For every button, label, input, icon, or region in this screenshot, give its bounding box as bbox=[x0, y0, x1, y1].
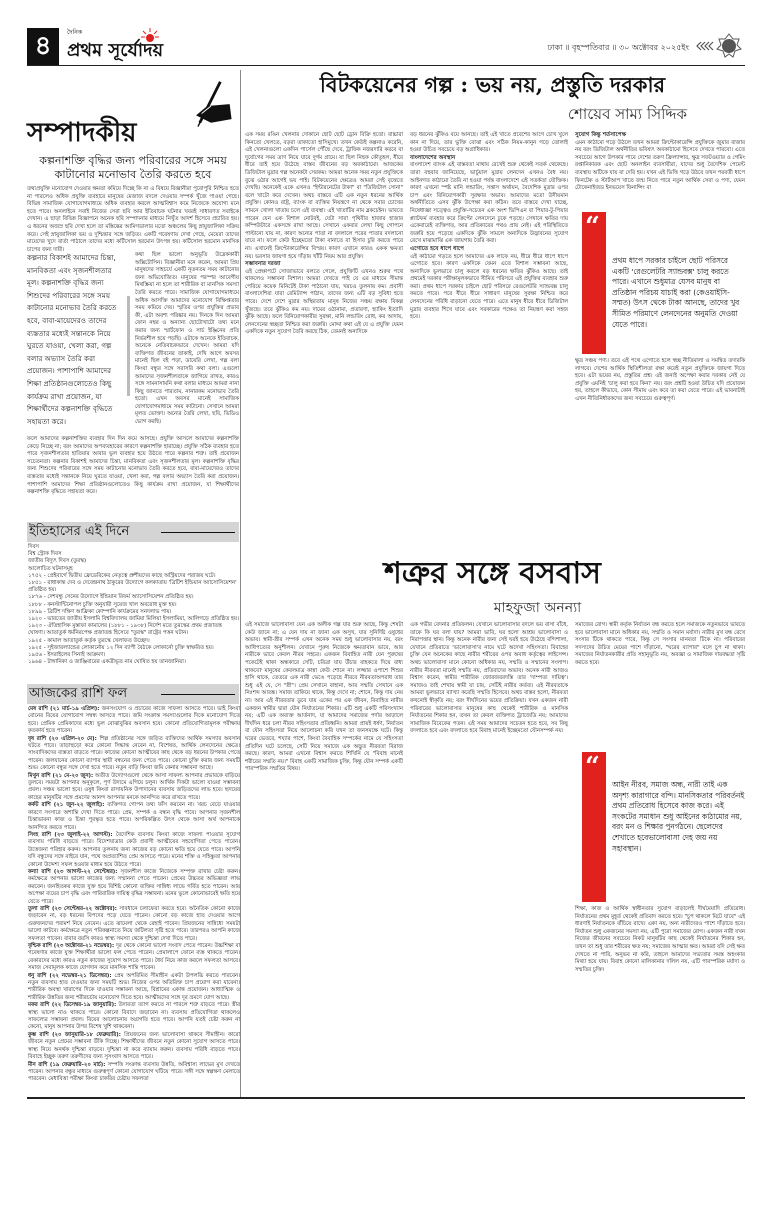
rashi-sign: মিথুন রাশি (২১ মে-২০ জুন): bbox=[28, 772, 94, 779]
rashi-item bbox=[28, 773, 240, 803]
article-2-column-1: এই সমাজে ভালোবাসা যেন এক অলীক গল্প যার শুরু আছে, কিন্তু শেষটা কেউ জানে না; এ যেন দায় না জানা এক অসুখ, যার সুনির্দিষ্ট ওষুধের অভাব। স্বামী-স্ত্রীর সম্পর্ক এখন অনেক সময় শুধু ভালোবাসার নয়, বরং আধিপত্যের অনুশীলন। যেখানে পুরুষ নিজেকে ক্ষমতাবান ভাবে, আর নারীকে ভাবে কেবল নীরব সহচর। একজন বিবাহিত নারী যেন পুরুষের পকেটেই থাকা অন্ধকারে সেটি, চরিত্রা যায় উঁচার বাহকতে দিয়ে বাধ্য থাকবে? মানুষের কেবলমাত্র কান্না কেউ শোনে না। লজ্জার ওপাশে শিশুর হাসি থাকে, তেতরে এক নারী ভেঙে পড়েছে নীরবে নীরবতাঅপরাধ তার শুধু এই যে, সে "স্ত্রী"। প্রেম সেখানে বাহানা, আর সম্মতি সেখানে এক নিঃশব্দ আতঙ্ক। সমাজ তাকিয়ে থাকে, কিন্তু দেখে না; শোনে, কিন্তু দায় নেয় না। আর এই নীরবতার ডুবে যায় একের পর এক জীবন, বিবাহিত নারীর একজন স্বামীর দ্বারা যৌন নির্যাতনের শিকার। এটি শুধু একটি পরিসংখ্যান নয়; এটি এক অব্যক্ত আর্তনাদ, যা আমাদের সমাজের পর্দার আড়ালে দীর্ঘদিন ধরে চলা নীরব সহিংসতার প্রতিধ্বনি। আমরা প্রায়ই ধর্ষণ, নির্যাতন বা যৌন সহিংসতা নিয়ে আলোচনা করি যখন তা জনসমক্ষে ঘটে। কিন্তু ঘরের ভেতরে, শয্যার পাশে, কিংবা বৈবাহিক সম্পর্কের নামে যে সহিংসতা প্রতিদিন ঘটে চলেছে, সেটি নিয়ে সমাজে এক অদ্ভুত নীরবতা বিরাজ করছে। কারণ, আমরা এখনো বিশ্বাস করতে শিখিনি যে "বিবাহ মানেই শরীরের সম্মতি নয়।" বিবাহ একটি সামাজিক চুক্তি, কিন্তু যৌন সম্পর্ক একটি পারস্পরিক সম্মতির বিষয়। bbox=[245, 622, 403, 773]
rashi-sign: কুম্ভ রাশি (২০ জানুয়ারি-১৮ ফেব্রুয়ারি): bbox=[28, 1031, 121, 1038]
article-text: এই কাঠামো গড়তে হলে আমাদের এক লাফে নয়, ধীরে ধীরে ধাপে ধাপে এগোতে হবে। কারণ একদিকে যেমন এতে বিশাল সম্ভাবনা আছে, অন্যদিকে ভুলভাবে চালু করলে বড় ধরনের ক্ষতির ঝুঁকিও আছে। তাই প্রথমেই দরকার পরীক্ষামূলকভাবে সীমিত পরিসরে এই প্রযুক্তির ব্যবহার শুরু করা। প্রথম ধাপে সরকার চাইলে ছোট পরিসরে রেগুলেটরি স্যান্ডবক্স চালু করতে পারে। পরে ধীরে ধীরে সাধারণ মানুষের সুরক্ষা নিশ্চিত করে লেনদেনের পরিধি বাড়ানো যেতে পারে। এতে মানুষ ধীরে ধীরে ডিজিটাল মুদ্রার ব্যবহার শিখে যাবে এবং সরকারের পক্ষেও তা নিয়ন্ত্রণ করা সহজ হবে। bbox=[410, 253, 568, 321]
logo-word-1: প্রথম bbox=[67, 40, 109, 61]
quote-accent-bar bbox=[582, 212, 606, 354]
dateline: ঢাকা ॥ বৃহস্পতিবার ॥ ৩০ অক্টোবর ২০২৫ইং bbox=[547, 43, 689, 52]
masthead bbox=[27, 28, 745, 66]
editorial-headline-line-1: কল্পনাশক্তি বৃদ্ধির জন্য পরিবারের সঙ্গে সময় bbox=[39, 154, 227, 167]
history-item: বিশ্ব স্ট্রোক দিবস bbox=[28, 551, 62, 558]
rashi-sign: মীন রাশি (১৯ ফেব্রুয়ারি-২০ মার্চ): bbox=[28, 1061, 106, 1068]
article-1-author: শোয়েব সাম্য সিদ্দিক bbox=[567, 105, 687, 123]
rashi-sign: বৃশ্চিক রাশি (২৩ অক্টোবর-২১ নভেম্বর): bbox=[28, 943, 115, 949]
rashi-item bbox=[28, 869, 240, 906]
logo-tagline: দৈনিক bbox=[67, 29, 83, 36]
article-text: বাংলাদেশ ব্যাংক এই বাস্তবতা মাথায় রেখেই শুরু থেকেই সতর্ক থেকেছে। তারা বহুবার জানিয়েছে, ভার্চুয়াল মুদ্রায় লেনদেন এখনও বৈধ নয়। আইনগত কাঠামো তৈরি না হওয়া পর্যন্ত বাংলাদেশে এই সতর্কতা যৌক্তিক। কারণ এখনো স্পষ্ট মানি লন্ডারিং, সন্ত্রাস অর্থায়ন, বৈদেশিক মুদ্রার ওপর চাপ এবং বিনিয়োগকারী সুরক্ষার অভাব। আমাদের মতো উদীয়মান অর্থনীতিতে এসব ঝুঁকি উপেক্ষা করা কঠিন। তবে বাস্তবে দেখা যাচ্ছে, নিষেধাজ্ঞা সত্ত্বেও প্রযুক্তি-সচেতন এক অংশ ভিপিএন বা পিয়ার-টু-পিয়ার প্ল্যাটফর্ম ব্যবহার করে ক্রিপ্টো লেনদেনে ঢুকে পড়ছে। সেখানে ক্ষতির দায় একেবারেই ব্যক্তিগত, আর প্রতিকারের পথও প্রায় নেই। এই পরিস্থিতিতে জরুরি হয়ে পড়েছে একদিকে ঝুঁকি সামলে অন্যদিকে উদ্ভাবনের সুযোগ রেখে মাঝামাঝি এক জায়গায় তৈরি করা। bbox=[410, 162, 568, 245]
page-number: ৪ bbox=[27, 28, 59, 65]
history-item: ১৯২৫ - কামাল আতাতুর্ক কর্তৃক তুরস্কে খেলাফত উচ্ছেদ। bbox=[28, 637, 150, 644]
article-text: বড় ধরনের ঝুঁকিও বয়ে আনছে। তাই এই খাতে প্রবেশের আগে চোখ খুলে কান না দিয়ে, তার ভুক্তি বোঝা এবং সঠিক নিয়ম-কানুন গড়ে তোলাই হওয়া উচিত সবচেয়ে বড় অগ্রাধিকার। bbox=[410, 132, 568, 154]
quote-mark-icon: “ bbox=[585, 212, 600, 242]
rashi-text: সৃজনশীল কাজে নিজেকে সম্পৃক্ত রাখার চেষ্টা করুন। কর্মক্ষেত্রে আপনার ভালো কাজের জন্য সম্মাননা পেতে পারেন। প্রেমের উচ্চতর অভিজ্ঞতা লাভ করবেন। জনহিতকর কাজে যুক্ত হয়ে বিশিষ্ট কোনো ব্যক্তির সান্নিধ্য লাভে গর্বিত হতে পারেন। আয় অপেক্ষা ব্যয়ের চাপ বৃদ্ধি এবং পারিবারিক দায়িত্ব বৃদ্ধির সম্ভাবনা। মনের ভুলে কোনোভাবেই ক্ষতি হয়ে যেতে পারে। bbox=[28, 868, 240, 905]
article-subheading: এগোতে হবে ধাপে ধাপে bbox=[410, 245, 464, 252]
history-item: ১৮৭৬ - দেশবন্ধু সেনের উদ্যোগে ইন্ডিয়ান রিফর্ম অ্যাসোসিয়েশন প্রতিষ্ঠিত হয়। bbox=[28, 594, 194, 601]
rashi-sign: সিংহ রাশি (২৩ জুলাই-২২ আগস্ট): bbox=[28, 831, 113, 838]
rashi-item bbox=[28, 736, 240, 773]
article-text: এমন কাঠামো গড়ে উঠলে তখন আমরা ক্রিপ্টোকারেন্সি প্রযুক্তিকে জুয়ার বাজার নয় বরং ডিজিটাল অর্থনীতির ভবিষ্যৎ অবকাঠামো হিসেবে দেখতে পারবো। এতে সবচেয়ে আগে উপকার পাবে দেশের তরুণ ফ্রিল্যান্সার, ক্ষুদ্র সফটওয়্যার ও গেমিং রপ্তানিকারক এবং ছোট অনলাইন ব্যবসায়ীরা, যাদের শুধু বৈদেশিক পেমেন্ট ব্যবস্থায় অটিকে যায় বা দেরি হয়। যখন এই ভিত্তি গড়ে উঠবে তখন পরবর্তী ধাপে ফিনটেক ও স্টার্টআপ খাতে জন্ম নিতে পারে নতুন আর্থিক সেবা ও পণ্য, যেমন টোকেনাইজড ইনভয়েস ফিনান্সিং বা bbox=[575, 139, 745, 192]
rashi-text: প্রেম অপরিমিত সীমাহীন একটা উপলব্ধি করতে পারবেন। নতুন ব্যবসায় হাত দেওয়ার জন্য সময়টি শুভ। নিজের ওপর অতিরিক্ত চাপ প্রয়োগ করা যাবেনা। শারীরিক অবস্থা খারাপের দিকে যাওয়ার সম্ভাবনা আছে, বিশ্রামের একান্ত প্রয়োজন। আধ্যাত্মিক ও শারীরিক উন্নতির জন্য শরীরচর্চায় মনোযোগ দিতে হবে। আত্মীয়দের সঙ্গে দূর ভ্রমণে যোগ আছে। bbox=[28, 972, 240, 1001]
article-1-column-1 bbox=[245, 132, 403, 527]
history-list bbox=[28, 544, 240, 680]
article-2-pull-quote bbox=[582, 752, 745, 902]
article-2-title[interactable]: শত্রুর সঙ্গে বসবাস bbox=[384, 556, 601, 591]
rashi-sign: কন্যা রাশি (২৩ আগস্ট-২২ সেপ্টেম্বর): bbox=[28, 868, 118, 875]
history-item: ১৮৮৮ - কনস্টান্টিনোপল চুক্তি অনুযায়ী সুয়েজ খাল অবরোধ মুক্ত হয়। bbox=[28, 601, 177, 608]
article-2-column-3: সমাজের রোগ। স্বামী কর্তৃক নির্যাতন বন্ধ করতে হলে সমাজকে নতুনভাবে ভাবতে হবে ভালোবাসা মানে অধিকার নয়, সম্মতি ও সমান মর্যাদা। নারীর মুখ বন্ধ রেখে সংসার টিকে থাকতে পারে, কিন্তু সে সংসার মানবতা টিকে না। পরিবারের সদস্যদের উচিত মেয়ের পাশে দাঁড়ানো, "ঘরের ব্যাপার" বলে চুপ না থাকা। সমাজের নির্যাতনকারীর প্রতি সহানুভূতি নয়, অবজ্ঞা ও সামাজিক দায়বদ্ধতা সৃষ্টি করতে হবে। bbox=[575, 622, 745, 666]
rashi-sign: মেষ রাশি (২১ মার্চ-১৯ এপ্রিল): bbox=[28, 706, 100, 712]
rashifal-list bbox=[28, 706, 240, 1094]
rashifal-header bbox=[27, 684, 239, 704]
rashi-text: ব্যক্তিগত গোপন তথ্য ফাঁস করবেন না। খরচ বেড়ে যাওয়ার কারণে সংসারে অশান্তি দেখা দিতে পারে। প্রেম, সম্পর্ক ও বন্ধন বৃদ্ধি পাবে। আপনার সৃজনশীল চিন্তাভাবনা কাজ ও চিন্তা পুরস্কৃত হতে পারে। অপরিকল্পিত উৎস থেকে আসা অর্থ আপনাকে আনন্দিত করতে পারে। bbox=[28, 802, 241, 831]
editorial-title: সম্পাদকীয় bbox=[27, 118, 137, 148]
history-item: ১৯৬৪ - টাঙ্গানিকা ও জাঞ্জিবারের একত্রীভূত নাম ঘোষিত হয় তানজানিয়া। bbox=[28, 659, 186, 666]
editorial-pull-quote: কল্পনার বিকাশই আমাদের চিন্তা, মানবিকতা এবং সৃজনশীলতার মূল। কল্পনাশক্তি বৃদ্ধির জন্য শিশুদের পরিবারের সঙ্গে সময় কাটানোর মনোভাব তৈরি করতে হবে, বাবা-মায়েদেরও তাদের ব্যস্ততার মধ্যেই সন্তানকে নিয়ে ঘুরতে যাওয়া, খেলা করা, গল্প বলার অভ্যাস তৈরি করা প্রয়োজন। পাশাপাশি আমাদের শিক্ষা প্রতিষ্ঠানগুলোতেও কিছু কার্যক্রম রাখা প্রয়োজন, যা শিক্ষার্থীদের কল্পনাশক্তি বৃদ্ধিতে সহায়তা করে। bbox=[27, 253, 117, 426]
logo-word-2: সূর্যোদয় bbox=[108, 40, 164, 61]
editorial-side-text: কথা ছিল ভালো অনুভূতি উদ্রেককারী অক্সিটোসিন। বিজ্ঞানীরা মনে করেন, আমরা প্রিয় মানুষদের সাহচর্যে একটি নূতনতম সময় কাটানোর জন্য অভিযোজিত। মানুষের পরস্পর আবেগীয় মিথস্ক্রিয়া না হলে তা শারীরিক বা মানসিক সমস্যা তৈরি করতে পারে। সামাজিক যোগাযোগমাধ্যমে অধিক আসক্তি আমাদের মনোযোগ বিক্ষিপ্ততার সময় কমিয়ে দেয়। স্মৃতির ওপর প্রযুক্তির প্রভাব কী, এটা অবশ্য পরিষ্কার নয়। দিনকে দিন আমরা ফোন নম্বর ও অন্যান্য ছোটোখাটো তথ্য মনে করার জন্য স্মার্টফোন ও সার্চ ইঞ্জিনের প্রতি নির্ভরশীল হয়ে পড়ছি। এটাকে অনেকে ইতিবাচক, অনেকে নেতিবাচকভাবে দেখেন। আমরা যদি ব্যক্তিগত জীবনের তাকাই, দেখি আগে অবসর মানেই ছিল বই পড়া, ডায়েরি লেখা, গল্প বলা কিংবা বন্ধুর সঙ্গে সরাসরি কথা বলা। এগুলো আমাদের সৃজনশীলতাকে জাগিয়ে রাখত, কারও সঙ্গে সামনাসামনি কথা বলার মাধ্যমে আমরা নানা কিছু জানতে পারতাম, নানারকম মনোভাব তৈরি হতো। এখন অবসর মানেই সামাজিক যোগাযোগমাধ্যমে সময় কাটানো। সেখানে আমরা মূলত ভোক্তা। অন্যের তৈরি লেখা, ছবি, ভিডিও ভোগ করছি। bbox=[135, 252, 239, 426]
rashi-item bbox=[28, 1032, 240, 1062]
rashi-sign: ধনু রাশি (২২ নভেম্বর-২১ ডিসেম্বর): bbox=[28, 972, 112, 979]
header-rule bbox=[161, 694, 235, 695]
history-item: আলোচিত ঘটনাসমূহ bbox=[28, 565, 73, 572]
history-item: ১৭৫২ - প্রেইবার্গে দ্বিতীয় ফ্রেডেরিকের নেতৃত্বে প্রুশীয়দের কাছে অস্ট্রিয়দের পরাজয় ঘটে। bbox=[28, 572, 216, 579]
quote-accent-bar bbox=[582, 752, 606, 902]
history-header bbox=[27, 522, 239, 542]
rashi-text: সাবধানে চলাফেরা করতে হবে। অনৈতিক কোনো কাজে জড়াবেন না, বড় ধরনের বিপদের পড়ে যেতে পারেন। কোনো বড় কাজে হাত দেওয়ার আগে গুরুজনদের পরামর্শ নিয়ে নেবেন। এতে ঝামেলা থেকে রেহাই পাবেন। প্রিয়জনের সান্নিধ্যে সময়টা ভালো কাটবে। কর্মক্ষেত্রে নতুন পরিকল্পনাতে নিয়ে জটিলতা সৃষ্টি হতে পারে। তারপরও আপনি কাজে সফলতা পাবেন। বাবার বয়সি কারও স্বাস্থ্য সমস্যা থেকে দুশ্চিন্তা দেখা দিতে পারে। bbox=[28, 905, 241, 942]
history-item: ১৯২৩ - ঐতিহাসিক মুস্তাফা কামালের (১৮৮১ - ১৯৩৮) নির্দেশ মতে তুরস্কের প্রথম প্রজাতন্ত্র ঘোষণা। আতাতুর্ক ধর্মনিরপেক্ষ প্রজাতন্ত্র হিসেবে "তুরস্ক" রাষ্ট্রের পত্তন ঘটান। bbox=[28, 623, 222, 637]
editorial-body-outro: ফলে আমাদের কল্পনাশক্তির ব্যবহার দিন দিন কমে আসছে। প্রযুক্তি আসলে আমাদের কল্পনাশক্তি কেড়ে নিচ্ছে না; বরং আমাদের অপব্যবহারের কারণে কল্পনাশক্তি হারাচ্ছে। প্রযুক্তি সঠিক ব্যবহার হতে পারে সৃজনশীলতার হাতিয়ার আবার ভুল ব্যবহার হয়ে উঠতে পারে কল্পনার শত্রু। তাই প্রয়োজন সচেতনতা। কল্পনার বিকাশই আমাদের চিন্তা, মানবিকতা এবং সৃজনশীলতার মূল। কল্পনাশক্তি বৃদ্ধির জন্য শিশুদের পরিবারের সঙ্গে সময় কাটানোর মনোভাব তৈরি করতে হবে, বাবা-মায়েদেরও তাদের ব্যস্ততার মধ্যেই সন্তানকে নিয়ে ঘুরতে যাওয়া, খেলা করা, গল্প বলার অভ্যাস তৈরি করা প্রয়োজন। পাশাপাশি আমাদের শিক্ষা প্রতিষ্ঠানগুলোতেও কিছু কার্যক্রম রাখা প্রয়োজন, যা শিক্ষার্থীদের কল্পনাশক্তি বৃদ্ধিতে সহায়তা করে। bbox=[27, 436, 239, 496]
newspaper-logo[interactable] bbox=[67, 28, 237, 65]
rashi-item bbox=[28, 1002, 240, 1032]
rashi-text: দূর থেকে কোনো ভালো সংবাদ পেতে পারেন। উচ্চশিক্ষা বা গবেষণার কাজে যুক্ত শিক্ষার্থীরা ভালো ফল পেতে পারেন। প্রেমালাপে ফোনে ব্যস্ত থাকতে পারেন। বেকারদের মধ্যে কারও নতুন কাজের সুযোগ আসতে পারে। ধৈর্য নিয়ে কাজ করলে সফলতা আসবে। সমাজ সেবামূলক কাজে যোগদান করে মানসিক শান্তি পাবেন। bbox=[28, 943, 241, 972]
rashi-item bbox=[28, 973, 240, 1003]
article-2-column-2: এক গভীর বেদনার প্রতিফলন। যেখানে ভালোবাসার বদলে ভয় বাসা বাঁধে, তাকে কি ঘর বলা যায়? আমরা ভাবি, ঘর হলো আশ্রয় ভালোবাসা ও নিরাপত্তার স্থান। কিন্তু অনেক নারীর জন্য সেই ঘরই হয়ে উঠেছে বন্দিশালা, যেখানে প্রতিরাতে 'ভালোবাসা'র নামে ঘটে অদেখা সহিংসতা। বিবাহের চুক্তি যেন অনেকের কাছে নারীর শরীরের ওপর অবাধ কর্তৃত্বের লাইসেন্স। অথচ ভালোবাসা মানে কোনো অধিকার নয়, সম্মতি ও সম্মানের সংলাপ। নারীর নীরবতা মানেই সম্মতি নয়, প্রতিবাদের অভাব। অনেক নারী আজও বিশ্বাস করেন, স্বামীর শারীরিক জোরজবরদস্তি তার 'দাম্পত্য দায়িত্ব'। সমাজও তাই শেখায় স্বামী যা চায়, সেটিই নারীর কর্তব্য। এই নীরবতাকে আমরা ভুলভাবে ব্যাখ্যা করেছি সম্মতি হিসেবে। অথচ বাস্তব হলো, নীরবতা কখনোই স্বীকৃতি নয়; বরং দীর্ঘদিনের ভয়ের প্রতিক্রিয়া। যখন একজন নারী পরিবারের ভালোবাসার মানুষের কাছ থেকেই শারীরিক ও মানসিক নির্যাতনের শিকার হন, তখন তা কেবল ব্যক্তিগত ট্র্যাজেডি নয়; আমাদের সামাজিক বিবেকের পতন। এই সময় আমাদের সচেতন হতে হবে, সব কিছু বদলাতে হবে এবং বদলাতে হবে বিবাহ মানেই ইচ্ছেমতো যৌনসম্পর্ক নয়। bbox=[410, 622, 568, 735]
logo-text bbox=[67, 39, 163, 63]
article-subheading: সম্ভাবনার দরজা bbox=[245, 261, 281, 268]
editorial-headline-line-2: কাটানোর মনোভাব তৈরি করতে হবে bbox=[54, 168, 212, 181]
history-title: ইতিহাসের এই দিনে bbox=[29, 524, 130, 539]
article-text: এক সময় রঙিন খেলনার দোকানে ছোট ছোট ড্রোন বিক্রি হতো। বাচ্চারা কিনতো খেলতে, বড়রা তাকাতো হাসিমুখে। তখন কেউই কল্পনাও করেনি, এই খেলনাগুলো একদিন পার্সেল পৌঁছে দেবে, ট্রাফিক নজরদারি করবে বা দুর্যোগের সময় ত্রাণ নিয়ে যাবে দুর্গম গ্রামে। যা ছিল নিছক কৌতূহল, ধীরে ধীরে তাই হয়ে উঠেছে বাস্তব জীবনের বড় অবকাঠামো। আজকের ডিজিটাল মুদ্রার গল্প অনেকটা সেরকম। আমরা অনেক সময় নতুন প্রযুক্তিকে বুঝে ওঠার আগেই ভয় পাই। বিটকয়েনের ক্ষেত্রেও আমরা সেই বৃত্তেতে দেখছি। অনেকেই একে এখনও "ইন্টারনেটের টাকা" বা "ডিজিটাল সোনা" বলে খাটো করে দেখেন। অথচ বাস্তবে এটি এক নতুন ধরনের আর্থিক প্রযুক্তি। কোনও রাষ্ট্র, ব্যাংক বা ব্যক্তির নিয়ন্ত্রণে না থেকে সবার চোখের সামনে খোলা খাতায় চলে এই ব্যবস্থা। এই খাতাটির নাম ব্লকচেইন। ভাবতে পারেন যেন এক বিশাল নোটবই, যেটা সারা পৃথিবীর হাজার হাজার কম্পিউটারে একসঙ্গে রাখা আছে। সেখানে একবার লেখা কিছু গোপনে পাল্টানো যায় না, কারণ অন্যের পাতা না বদলালে পরের পাতার বদলানো যাবে না। ফলে কেউ ইচ্ছেমতো টাকা বানাতে বা হিসাব চুরি করতে পারে না। এখানেই ক্রিপ্টোকারেন্সির বিস্ময়। কারণ এখানে কারও একক ক্ষমতা নয়। ভরসার জায়গা হয়ে দাঁড়ায় খাঁটি নিয়ম আর প্রযুক্তি। bbox=[245, 132, 403, 260]
article-1-column-3 bbox=[575, 132, 745, 208]
article-2-column-3-continued: শিক্ষা, কাজ ও আর্থিক স্বাধীনতার সুযোগ বাড়ালেই দীর্ঘমেয়াদি প্রতিরোধ। নির্যাতনের প্রথম মুহূর্ত থেকেই প্রতিবাদ করতে হবে। "চুপ থাকলে মিটে যাবে" এই ধারণাই নির্যাতনকে বাঁচিয়ে রাখে। একা নয়, অন্য নারীদেরও পাশে দাঁড়াতে হবে। নির্যাতন শুধু একজনের সমস্যা নয়, এটি পুরো সমাজের রোগ। একজন নারী যখন নিজের জীবনের সবচেয়ে নিকট মানুষটির কাছ থেকেই নির্যাতনের শিকার হন, তখন তা শুধু তার শরীরের ক্ষত নয়; সমাজের আত্মার ক্ষত। আমরা যদি সেই ক্ষত দেখতে না পারি, অনুভব না করি, তাহলে আমাদের সভ্যতার সমস্ত অহংকার মিথ্যা হয়ে যায়। বিবাহ কোনো মালিকানার দলিল নয়, এটি পারস্পরিক মর্যাদা ও সম্মতির চুক্তি। bbox=[575, 906, 746, 973]
history-item: ১৮৫১ - রাধাকান্ত দেব ও দেবেন্দ্রনাথ ঠাকুরের উদ্যোগে কলকাতায় 'ব্রিটিশ ইন্ডিয়ান অ্যাসোসিয়েশন' প্রতিষ্ঠিত হয়। bbox=[28, 580, 237, 594]
rashi-item bbox=[28, 943, 240, 973]
rashi-text: অতীত উদ্যোগগুলো থেকে আসা সাফল্য আপনার প্রভাবকে বাড়িয়ে তুলবে। সময়টা আপনার অনুকূলে, পূর্ণ উদ্যমে এগিয়ে চলুন। আর্থিক দিকটা ভালো যাওয়া সম্ভাবনা প্রবল। সঞ্চয় ভালো হবে। ওষুধ কিংবা রাসায়নিক উপাদানের ব্যবসায় জড়িতদের লাভ হবে। হৃদয়ের কাছের মানুষটির সঙ্গে প্রমণের আনন্দ আপনার মনকে আনন্দিত করে রাখতে পারে। bbox=[28, 772, 240, 801]
article-2-author: মাহফুজা অনন্যা bbox=[493, 600, 582, 616]
rashi-item bbox=[28, 832, 240, 869]
rashi-item bbox=[28, 802, 240, 832]
history-item: দিবস bbox=[28, 544, 39, 550]
quote-text: আইন নীরব, সমাজ অন্ধ, নারী তাই এক অদৃশ্য কারাগারে বন্দি। মানসিকতার পরিবর্তনই প্রথম প্রতিরোধ হিসেবে কাজ করে। এই সংকটের সমাধান শুধু আইনের কাঠামোর নয়, বরং মন ও শিক্ষার পুনর্গঠনে। ছেলেদের শেখাতে হবেভালোবাসা দেহ জয় নয় সহাবস্থান। bbox=[612, 780, 745, 853]
editorial-headline bbox=[27, 154, 239, 182]
rashi-sign: কর্কট রাশি (২১ জুন-২২ জুলাই): bbox=[28, 802, 105, 809]
ornament-icon bbox=[695, 32, 743, 60]
rashi-item bbox=[28, 1062, 240, 1084]
history-item: জাতীয় বিদ্যুৎ দিবস (তুরস্ক) bbox=[28, 558, 87, 565]
history-item: ১৮৯৯ - ব্রিটিশ দক্ষিণ আফ্রিকা কোম্পানি কার্যক্রমের সনদলাভ পায়। bbox=[28, 608, 172, 615]
rashi-sign: তুলা রাশি (২৩ সেপ্টেম্বর-২২ অক্টোবর): bbox=[28, 905, 117, 912]
article-1-column-2 bbox=[410, 132, 568, 527]
rashi-text: বৈদেশিক ব্যবসায় কিংবা কাজে সাফল্য পাওয়ার সুযোগ ব্যবসায় পরিধি বাড়তে পারে। বিদেশযাত্রার কেউ প্রবাসী আত্মীয়ের সহযোগিতা পেতে পারেন। উত্তেজনা পরিহার করুন। আপনার তুলনায় জন্য কাজের বড় কোনো ক্ষতি হয়ে যেতে পারে। আপনি যদি বন্ধুদের সঙ্গে বাইরে যান, পথে অপ্রত্যাশিত প্রেম আসতে পারে। মনের শক্তি ও সহিষ্ণুতা আপনার কোনো উদ্দেশ্য সফল হওয়ার মাধ্যম হয়ে উঠতে পারে। bbox=[28, 831, 240, 868]
quote-divider bbox=[127, 296, 130, 396]
rashifal-title: আজকের রাশি ফল bbox=[29, 686, 128, 701]
editorial-section bbox=[27, 70, 239, 518]
article-1-title[interactable]: বিটকয়েনের গল্প : ভয় নয়, প্রস্তুতি দরকার bbox=[319, 72, 666, 97]
pen-hand-icon bbox=[183, 76, 239, 136]
quote-mark-icon: “ bbox=[585, 752, 600, 782]
quote-text: প্রথম ধাপে সরকার চাইলে ছোট পরিসরে একটি 'রেগুলেটরি স্যান্ডবক্স' চালু করতে পারে। এখানে শুধুমাত্র যেসব মানুষ বা প্রতিষ্ঠান পরিচয় যাচাই করা (কেওয়াইসি-সম্মত) উৎস থেকে টাকা আনছে, তাদের খুব সীমিত পরিমাণে লেনদেনের অনুমতি দেওয়া যেতে পারে। bbox=[612, 256, 740, 329]
rashi-item bbox=[28, 906, 240, 943]
rashi-sign: বৃষ রাশি (২০ এপ্রিল-২০ মে): bbox=[28, 735, 97, 742]
article-subheading: সুযোগ কিন্তু শর্তসাপেক্ষ bbox=[575, 132, 627, 138]
history-item: ১৯২৫ - সুইজারল্যান্ডের লোকার্নোয় ১২ দিন ব্যাপী বৈঠকে লোকার্নো চুক্তি স্বাক্ষরিত হয়। bbox=[28, 644, 214, 651]
editorial-body-intro: তথ্যপ্রযুক্তি মনোযোগ দেওয়ার ক্ষমতা কমিয়ে দিচ্ছে কি না এ বিষয়ে বিজ্ঞানীরা পুরোপুরি নিশ্চিত হতে না পারলেও অধিক প্রযুক্তি ব্যবহারে মানুষের মেজাজ বদলে দেওয়ার সম্পর্ক খুঁজে পাওয়া গেছে। বিভিন্ন সামাজিক যোগাযোগমাধ্যমে অধিক ব্যবহার করলে আত্মবিশ্বাস কমে নিজেকে অযোগ্য মনে হতে পারে। অনলাইনে সবাই নিজের সেরা ছবি আর ইতিবাচক ঘটনার খবরই সাধারণত সবাইকে দেখান। এ ছাড়া বিভিন্ন বিজ্ঞাপনে অনেক ছবি সম্পাদনার মাধ্যমে নিখুঁত আদর্শ হিসেবে প্রচারিত হয়। এ ধরনের অজস্র ছবি দেখা হলে তা মস্তিষ্কের আমিগডালার মতো অঞ্চলের কিছু স্নায়ুজালিকা সক্রিয় করে। সেই স্নায়ুজালিকা ভয় ও দুশ্চিন্তার সঙ্গে জড়িত। একটি গবেষণায় দেখা গেছে, মেয়েরা তাদের মায়েদের খুদে বার্তা পাঠালে তাদের মধ্যে কর্টিসোল হরমোন উৎপন্ন হয়। কর্টিসোল হরমোন মানসিক চাপের জন্য দায়ী। bbox=[27, 186, 239, 253]
rashi-text: জনসংযোগ ও প্রচারের কাজে সাফল্য আসতে পারে। ভাই কিংবা বোনের বিয়ের যোগাযোগ সম্বন্ধ আসতে পারে। জমি সংক্রান্ত সমস্যাগুলোর দিকে মনোযোগ দিতে হবে। প্রেমিক প্রেমিকাদের মধ্যে ভুল বোঝাবুঝির অবসান হবে। কোনো প্রতিযোগিতামূলক পরীক্ষায় কৃতকার্য হতে পারেন। bbox=[28, 706, 241, 735]
history-item: ১৯২০ - ভারতের জাতীয় ইসলামি বিশ্ববিদ্যালয় জামিয়া মিলিয়া ইসলামিয়া, আলিগড়ে প্রতিষ্ঠিত হয়। bbox=[28, 616, 239, 623]
article-text: এই প্রেক্ষাপটে সোজাভাবে বলতে গেলে, প্রযুক্তিটি এখনও শুরুর পথে থাকলেও সম্ভাবনা বিশাল। আমরা দেখতে পাই যে এর মাধ্যমে সীমান্ত পেরিয়ে কয়েক মিনিটেই টাকা পাঠানো যায়, খরচও তুলনায় কম। প্রবাসী বাংলাদেশিরা যারা রেমিট্যান্স পাঠান, তাদের জন্য এটি বড় সুবিধা হতে পারে। দেশে দেশে মুদ্রার অস্থিরতায় মানুষ নিজের সঞ্চয় রক্ষায় বিকল্প খুঁজছে। তবে ঝুঁকিও কম নয়। দামের ওঠানামা, প্রতারণা, হ্যাকিং ইত্যাদি ঝুঁকি আছে। ফলে বিনিয়োগকারীর সুরক্ষা, মানি লন্ডারিং রোধ, কর আদায়, লেনদেনের স্বচ্ছতা নিশ্চিত করা জরুরি। মোদ্দা কথা এই যে এ প্রযুক্তি যেমন একদিকে নতুন সুযোগ তৈরি করছে ঠিক, তেমনই অন্যদিকে bbox=[245, 268, 403, 336]
rashi-text: সম্পত্তি সংক্রান্ত ব্যবসায় উন্নতি, অবিশ্বাস্য লাভের মুখ দেখতে পারেন। আপনার বন্ধুর মাধ্যমে গুরুত্বপূর্ণ কোনো যোগাযোগ ঘটিয়ে পারে। সঙ্গী সঙ্গে স্বল্পক্ষণ মেলাতে পারবেন। মেধাবিত্তা পরীক্ষা কিংবা চাকরির চেষ্টায় সফলতা bbox=[28, 1061, 240, 1083]
rashi-sign: মকর রাশি (২২ ডিসেম্বর-১৯ জানুয়ারি): bbox=[28, 1002, 117, 1009]
header-rule bbox=[161, 532, 235, 533]
rashi-item bbox=[28, 706, 240, 736]
rashi-text: উদারতা ত্যাগ করতে না পারলে শত্রু বাড়তে পারে। স্ত্রীর স্বাস্থ্য ভালো নাও থাকতে পারে। কোনো বিবাদে জড়াবেন না। ব্যবসায় প্রতিযোগিতা থাকলেও সাফল্যের সম্ভাবনা প্রবল। বিয়ের আলোচনায় অগ্রগতি হতে পারে। আপনি যতই চেষ্টা করুন না কেনো, মানুষ আপনার উপর বিশেষ খুশি থাকবেনা। bbox=[28, 1002, 240, 1031]
history-item: ১৯৫৬ - ইসরাইলের সিনাই আক্রমণ। bbox=[28, 652, 106, 659]
article-1-column-3-continued: ক্ষুদ্র সঞ্চয় পণ্য। তবে এই পথে এগোতে হলে স্বচ্ছ নীতিমালা ও সমন্বিত তদারকি লাগবে। দেশের আর্থিক স্থিতিশীলতা রক্ষা করেই নতুন প্রযুক্তিকে জায়গা দিতে হবে। এটা ভয়ের নয়, প্রস্তুতির প্রশ্ন। এই জন্যই অপেক্ষা করার দরকার নেই যে প্রযুক্তি এমনিই 'চালু করা হবে কিনা' নয়। বরং প্রশ্নটি হওয়া উচিত যদি প্রয়োজন হয়, তাহলে কীভাবে, কোন সীমায় এবং কবে তা করা যেতে পারে। এই ভাবনাটাই এখন নীতিনির্ধারকদের জন্য সবচেয়ে গুরুত্বপূর্ণ। bbox=[575, 358, 745, 402]
footer-rule bbox=[27, 1097, 745, 1099]
rashi-text: প্রিয়জনের জন্য ভালোবাসা থাকবে সীমাহীন। কারো জীবনে নতুন প্রেমের সম্ভাবনা উঁকি দিচ্ছে। শিক্ষার্থীদের জীবনে নতুন কোনো সুযোগ আসতে পারে। স্বাস্থ্য নিয়ে অনর্থক দুশ্চিন্তা বাড়বে। দুশ্চিন্তা না করে ব্যায়াম করুন। ব্যবসায় পরিধি বাড়তে পারে। বিবাহে ইচ্ছুক তরুণ তরুণীদের জন্য সুসংবাদ আসতে পারে। bbox=[28, 1031, 240, 1061]
article-1-pull-quote bbox=[582, 212, 745, 354]
article-subheading: বাংলাদেশের অবস্থান bbox=[410, 154, 456, 161]
rashi-text: শিল্প প্রতিষ্ঠানের সঙ্গে জড়িত ব্যক্তিদের আর্থিক সমস্যার অবসান ঘটতে পারে। তাড়াহুড়ো করে কোনো সিদ্ধান্ত নেবেন না, বিশেষত, আর্থিক লেনদেনের ক্ষেত্রে। সাংবাদিকদের ব্যস্ততা বাড়তে পারে। কাজের কোনো আত্মীয়ের কাছ থেকে বড় ধরনের উপকার পেতে পারেন। জলযানের কোনো ব্যাপার স্থায়ী বন্ধনের জন্য পেতে পারে। কোনো চুক্তি করার জন্য সময়টি শুভ। কোনো বন্ধুর সঙ্গে দেখা হতে পারে। নতুন বাড়ি কিংবা জমি কেনার সম্ভাবনা আছে। bbox=[28, 735, 240, 772]
